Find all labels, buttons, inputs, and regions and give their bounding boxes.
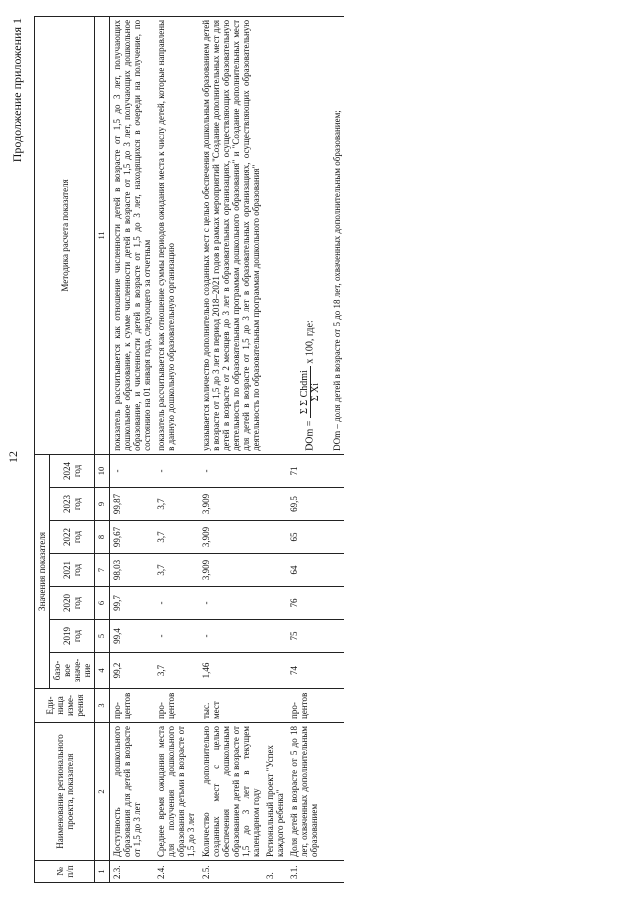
row-2023: 99,87 <box>109 488 154 521</box>
col-index: 10 <box>95 454 110 487</box>
row-2019: - <box>154 620 198 653</box>
col-index: 4 <box>95 653 110 689</box>
section-row <box>263 16 287 882</box>
row-base: 99,2 <box>109 653 154 689</box>
table-row <box>287 16 343 882</box>
row-base: 1,46 <box>199 653 263 689</box>
table-row <box>199 16 263 882</box>
row-2020: 76 <box>287 587 343 620</box>
row-2022: 3,7 <box>154 521 198 554</box>
col-index: 6 <box>95 587 110 620</box>
col-index: 11 <box>95 16 110 454</box>
row-2020: - <box>199 587 263 620</box>
row-2023: 3,7 <box>154 488 198 521</box>
row-2019: - <box>199 620 263 653</box>
section-title: Региональный проект "Успех каждого ребенка" <box>263 723 287 861</box>
row-2024: 71 <box>287 454 343 487</box>
table-row <box>109 16 154 882</box>
col-index: 2 <box>95 723 110 861</box>
formula-denominator: Σ Xi <box>310 382 322 402</box>
column-index-row <box>95 16 110 882</box>
row-method: указывается количество дополнительно созданных мест с целью обеспечения дошкольным образованием детей в возрасте от 1,5 до 3 лет в период 2018–2021 годов в рамках мероприятий "Создание дополнительных мест для детей в возрасте от 2 месяцев до 3 лет в образовательных организациях, осуществляющих образовательную деятельность по образовательным программам дошкольного образования" и "Создание дополнительных мест для детей в возрасте от 1,5 до 3 лет в образовательных организациях, осуществляющих образовательную деятельность по образовательным программам дошкольного образования" <box>199 16 263 454</box>
formula-explanation: DOm – доля детей в возрасте от 5 до 18 лет, охваченных дополнительным образованием; <box>331 110 342 451</box>
col-index: 1 <box>95 861 110 883</box>
header-year-2022: 2022 год <box>50 521 95 554</box>
header-year-2023: 2023 год <box>50 488 95 521</box>
col-index: 7 <box>95 554 110 587</box>
row-unit: тыс. мест <box>199 689 263 723</box>
formula <box>299 20 321 451</box>
row-no: 2.3. <box>109 861 154 883</box>
row-2023: 69,5 <box>287 488 343 521</box>
row-unit: про-центов <box>109 689 154 723</box>
row-2019: 99,4 <box>109 620 154 653</box>
row-name: Доля детей в возрасте от 5 до 18 лет, охваченных дополнительным образованием <box>287 723 343 861</box>
header-year-2024: 2024 год <box>50 454 95 487</box>
header-unit: Еди-ница изме-рения <box>35 689 95 723</box>
row-name: Количество дополнительно созданных мест с целью обеспечения дошкольным образованием детей в возрасте от 1,5 до 3 лет в текущем календарном году <box>199 723 263 861</box>
row-no: 3. <box>263 861 287 883</box>
row-name: Среднее время ожидания места для получения дошкольного образования детьми в возрасте от 1,5 до 3 лет <box>154 723 198 861</box>
row-2024: - <box>109 454 154 487</box>
col-index: 5 <box>95 620 110 653</box>
header-year-2020: 2020 год <box>50 587 95 620</box>
formula-fraction <box>299 366 321 418</box>
header-base: базо-вое значе-ние <box>50 653 95 689</box>
col-index: 9 <box>95 488 110 521</box>
row-name: Доступность дошкольного образования для детей в возрасте от 1,5 до 3 лет <box>109 723 154 861</box>
header-values-group: Значения показателя <box>35 454 50 688</box>
row-2021: 64 <box>287 554 343 587</box>
row-2022: 3,909 <box>199 521 263 554</box>
row-base: 74 <box>287 653 343 689</box>
formula-rhs: x 100, где: <box>304 320 316 364</box>
row-method-formula <box>287 16 343 454</box>
row-unit: про-центов <box>287 689 343 723</box>
row-base: 3,7 <box>154 653 198 689</box>
row-2021: 3,7 <box>154 554 198 587</box>
formula-numerator: Σ Σ Chdmi <box>299 366 311 418</box>
header-no: № п/п <box>35 861 95 883</box>
row-no: 3.1. <box>287 861 343 883</box>
row-2023: 3,909 <box>199 488 263 521</box>
row-2022: 99,67 <box>109 521 154 554</box>
header-name: Наименование регионального проекта, показателя <box>35 723 95 861</box>
page-number: 12 <box>6 451 20 463</box>
row-2020: - <box>154 587 198 620</box>
row-method: показатель рассчитывается как отношение численности детей в возрасте от 1,5 до 3 лет, получающих дошкольное образование, к сумме численности детей в возрасте от 1,5 до 3 лет, получающих дошкольное образование, и численности детей в возрасте от 1,5 до 3 лет, находящихся в очереди на получение, по состоянию на 01 января года, следующего за отчетным <box>109 16 154 454</box>
indicator-table <box>34 16 344 883</box>
row-no: 2.4. <box>154 861 198 883</box>
continuation-label: Продолжение приложения 1 <box>10 18 24 163</box>
row-unit: про-центов <box>154 689 198 723</box>
table-row <box>154 16 198 882</box>
header-row-1 <box>35 16 50 882</box>
header-year-2019: 2019 год <box>50 620 95 653</box>
row-no: 2.5. <box>199 861 263 883</box>
row-2024: - <box>154 454 198 487</box>
row-method: показатель рассчитывается как отношение суммы периодов ожидания места к числу детей, которые направлены в данную дошкольную образовательную организацию <box>154 16 198 454</box>
row-2020: 99,7 <box>109 587 154 620</box>
row-2022: 65 <box>287 521 343 554</box>
row-2024: - <box>199 454 263 487</box>
row-2021: 98,03 <box>109 554 154 587</box>
col-index: 3 <box>95 689 110 723</box>
formula-lhs: DOm = <box>304 420 316 451</box>
header-year-2021: 2021 год <box>50 554 95 587</box>
col-index: 8 <box>95 521 110 554</box>
row-2019: 75 <box>287 620 343 653</box>
header-method: Методика расчета показателя <box>35 16 95 454</box>
row-2021: 3,909 <box>199 554 263 587</box>
